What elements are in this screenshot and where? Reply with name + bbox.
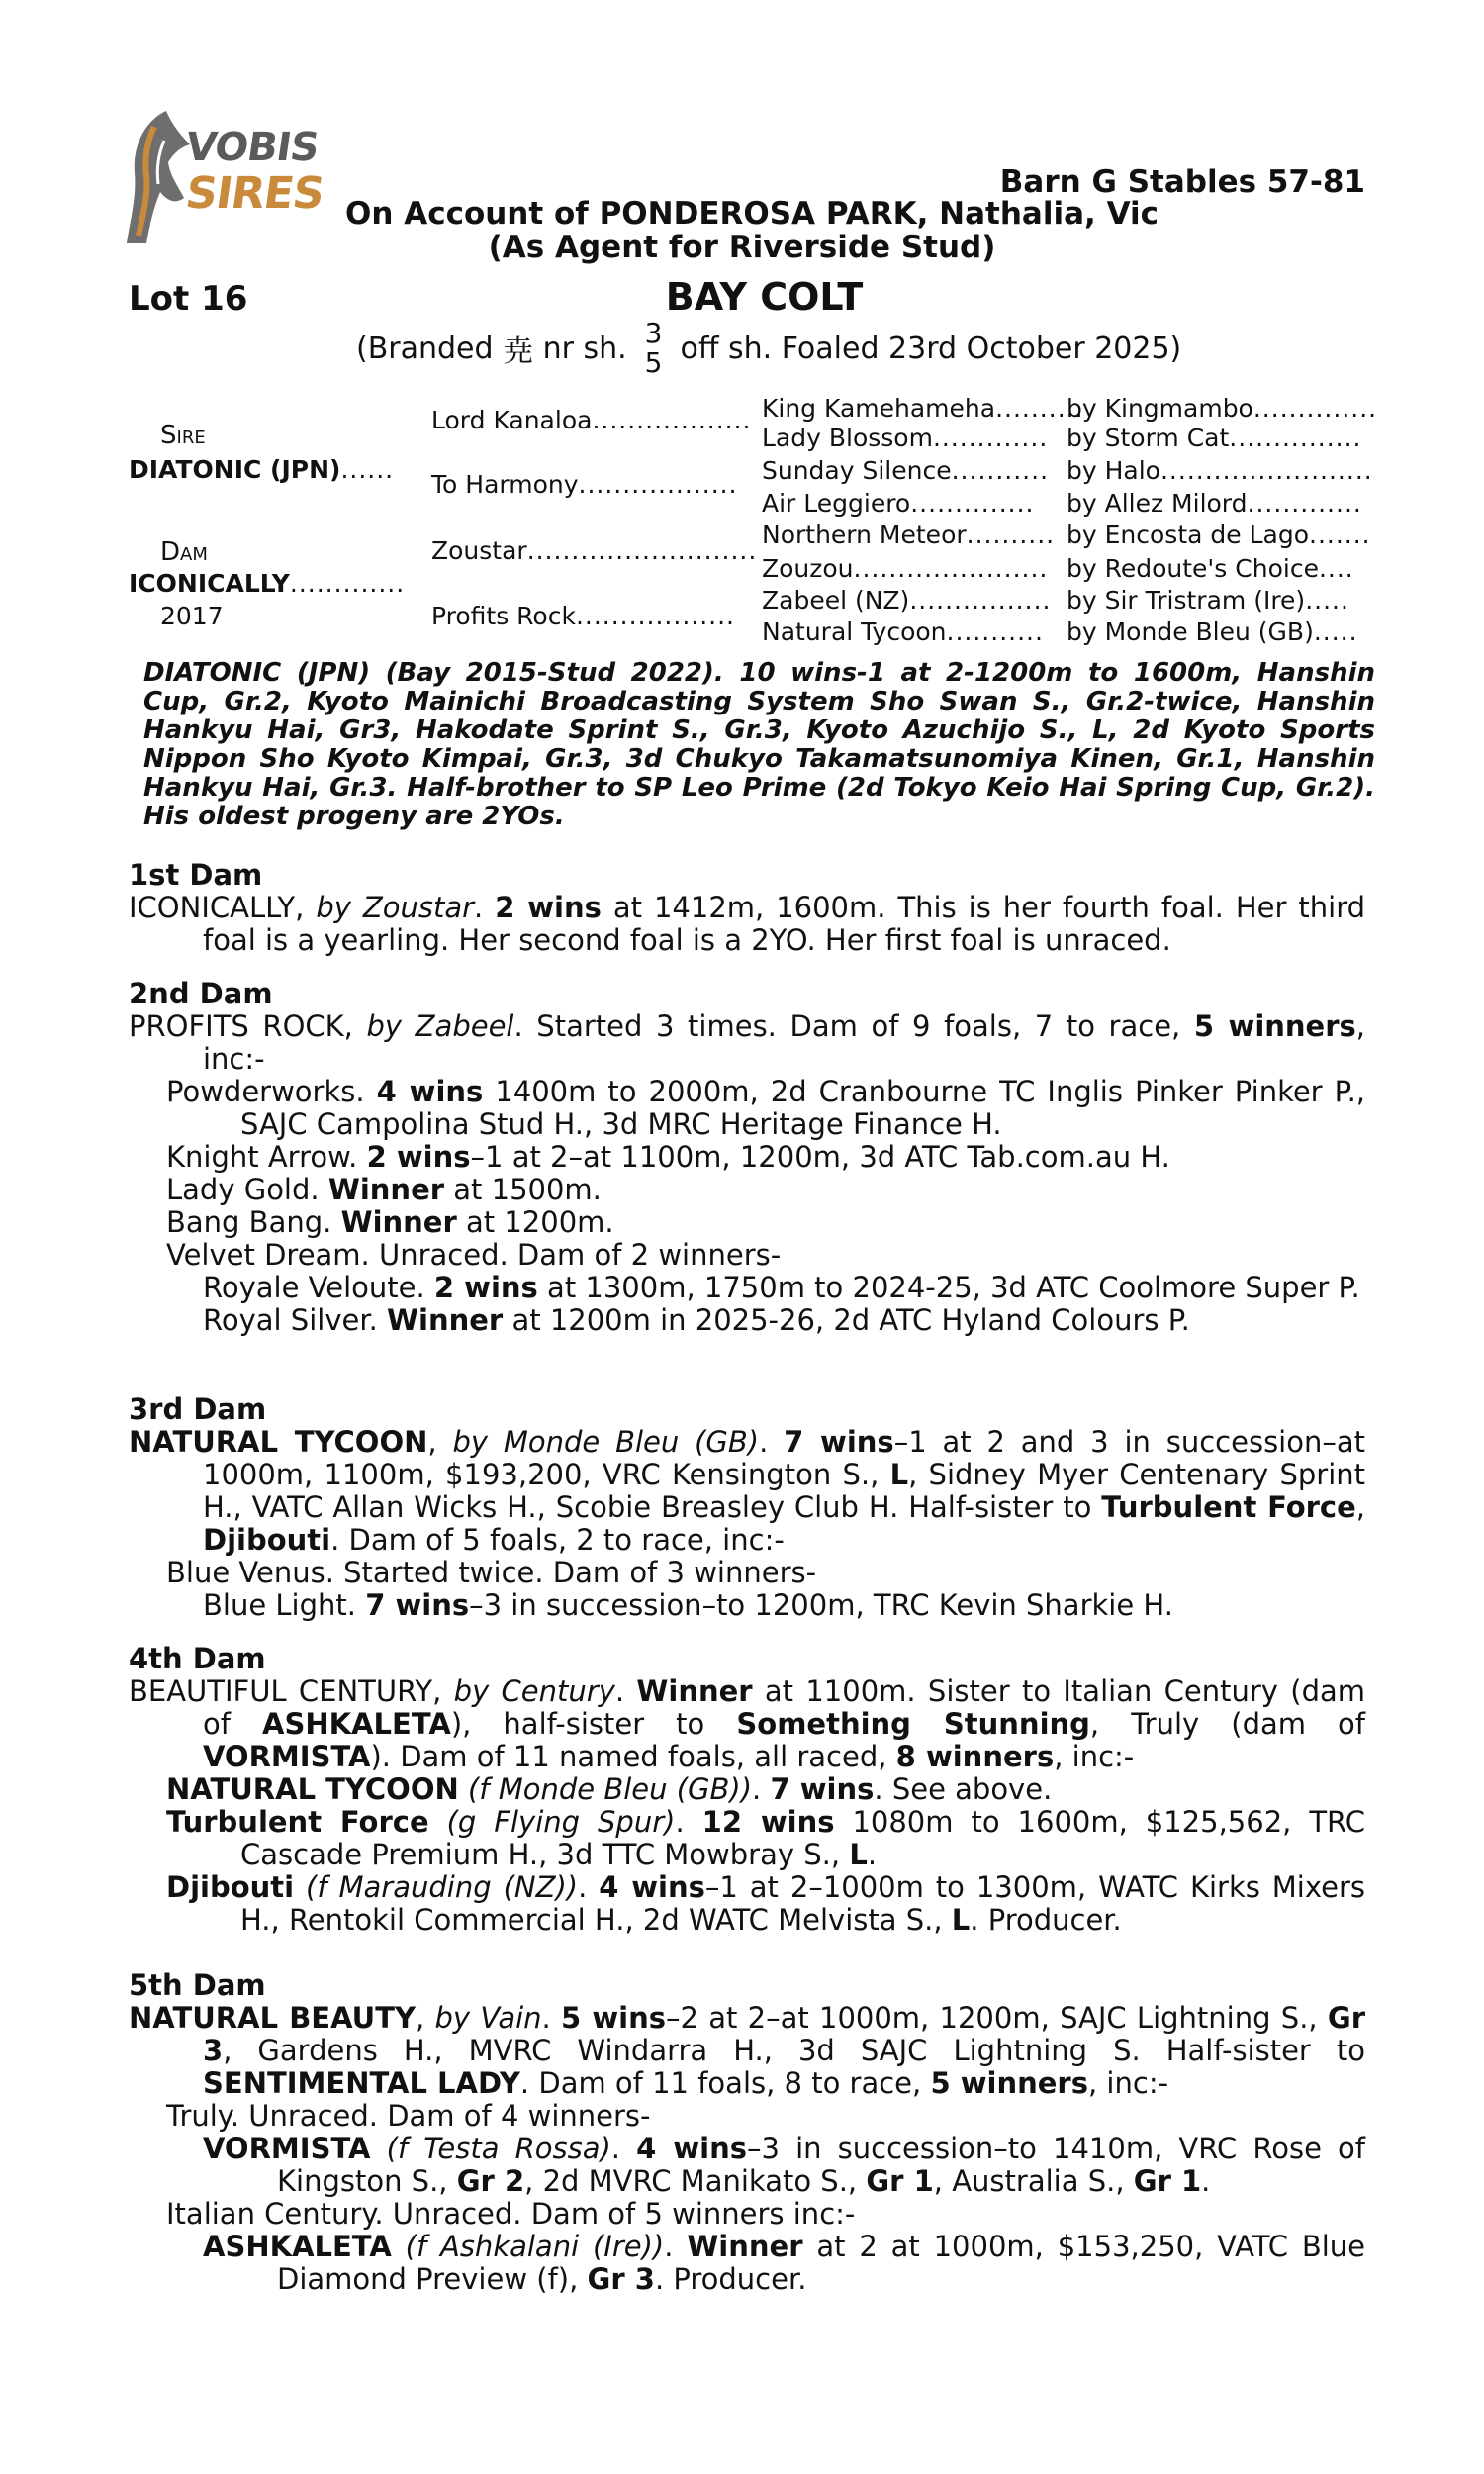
pedigree-g3-3: by Allez Milord............. xyxy=(1067,489,1362,518)
brand-description xyxy=(356,319,1181,378)
brand-number-bottom: 5 xyxy=(644,346,663,379)
progeny-velvet-dream: Velvet Dream. Unraced. Dam of 2 winners- xyxy=(166,1238,782,1272)
pedigree-g2-4: Northern Meteor.......... xyxy=(762,521,1056,549)
fifth-dam-text: NATURAL BEAUTY, by Vain. 5 wins–2 at 2–at 1000m, 1200m, SAJC Lightning S., Gr 3, Gardens H., MVRC Windarra H., 3d SAJC Lightning S. Half-sister to SENTIMENTAL LADY. Dam of 11 foals, 8 to race, 5 winners, inc:- xyxy=(129,2001,1366,2100)
pedigree-g3-1: by Storm Cat............... xyxy=(1067,424,1362,452)
dam-year: 2017 xyxy=(160,602,224,630)
brand-off-shoulder-foaled: off sh. Foaled 23rd October 2025) xyxy=(680,331,1182,366)
progeny-turbulent-force: Turbulent Force (g Flying Spur). 12 wins 1080m to 1600m, $125,562, TRC Cascade Premium H., 3d TTC Mowbray S., L. xyxy=(166,1805,1366,1871)
brand-mark: 尭 xyxy=(503,334,533,369)
pedigree-g2-0: King Kamehameha.......... xyxy=(762,394,1084,423)
pedigree-g2-6: Zabeel (NZ)................ xyxy=(762,586,1052,615)
fourth-dam-heading: 4th Dam xyxy=(129,1642,266,1675)
pedigree-g3-5: by Redoute's Choice.... xyxy=(1067,554,1354,583)
pedigree-g1-3: Profits Rock.................. xyxy=(431,602,735,630)
progeny-royal-silver: Royal Silver. Winner at 1200m in 2025-26, 2d ATC Hyland Colours P. xyxy=(203,1303,1190,1337)
progeny-royale-veloute: Royale Veloute. 2 wins at 1300m, 1750m to 2024-25, 3d ATC Coolmore Super P. xyxy=(203,1271,1360,1304)
dam-name-text: ICONICALLY xyxy=(129,569,290,598)
third-dam-heading: 3rd Dam xyxy=(129,1392,267,1426)
pedigree-g2-7: Natural Tycoon........... xyxy=(762,618,1044,646)
fifth-dam-heading: 5th Dam xyxy=(129,1968,266,2002)
fourth-dam-text: BEAUTIFUL CENTURY, by Century. Winner at 1100m. Sister to Italian Century (dam of ASHKALETA), half-sister to Something Stunning, Truly (dam of VORMISTA). Dam of 11 named foals, all raced, 8 winners, inc:- xyxy=(129,1674,1366,1773)
pedigree-g2-5: Zouzou...................... xyxy=(762,554,1049,583)
progeny-blue-light: Blue Light. 7 wins–3 in succession–to 1200m, TRC Kevin Sharkie H. xyxy=(203,1588,1173,1622)
sire-name-text: DIATONIC (JPN) xyxy=(129,455,341,484)
sire-name: DIATONIC (JPN)...... xyxy=(129,455,395,484)
vendor-account: On Account of PONDEROSA PARK, Nathalia, Vic xyxy=(344,196,1159,232)
progeny-ashkaleta: ASHKALETA (f Ashkalani (Ire)). Winner at 2 at 1000m, $153,250, VATC Blue Diamond Preview (f), Gr 3. Producer. xyxy=(203,2230,1365,2296)
progeny-blue-venus: Blue Venus. Started twice. Dam of 3 winners- xyxy=(166,1556,817,1589)
logo-bottom-text: SIRES xyxy=(182,168,327,219)
progeny-djibouti: Djibouti (f Marauding (NZ)). 4 wins–1 at 2–1000m to 1300m, WATC Kirks Mixers H., Rentokil Commercial H., 2d WATC Melvista S., L. Producer. xyxy=(166,1870,1366,1937)
progeny-vormista: VORMISTA (f Testa Rossa). 4 wins–3 in succession–to 1410m, VRC Rose of Kingston S., Gr 2, 2d MVRC Manikato S., Gr 1, Australia S., Gr 1. xyxy=(203,2132,1365,2198)
brand-prefix: (Branded xyxy=(356,331,494,366)
brand-number-top: 3 xyxy=(644,317,663,349)
first-dam-heading: 1st Dam xyxy=(129,858,263,892)
third-dam-text: NATURAL TYCOON, by Monde Bleu (GB). 7 wins–1 at 2 and 3 in succession–at 1000m, 1100m, $193,200, VRC Kensington S., L, Sidney Myer Centenary Sprint H., VATC Allan Wicks H., Scobie Breasley Club H. Half-sister to Turbulent Force, Djibouti. Dam of 5 foals, 2 to race, inc:- xyxy=(129,1425,1366,1557)
progeny-natural-tycoon: NATURAL TYCOON (f Monde Bleu (GB)). 7 wins. See above. xyxy=(166,1772,1053,1806)
progeny-italian-century: Italian Century. Unraced. Dam of 5 winners inc:- xyxy=(166,2197,856,2231)
pedigree-g1-2: Zoustar.......................... xyxy=(431,536,758,565)
progeny-bang-bang: Bang Bang. Winner at 1200m. xyxy=(166,1205,614,1239)
progeny-knight-arrow: Knight Arrow. 2 wins–1 at 2–at 1100m, 1200m, 3d ATC Tab.com.au H. xyxy=(166,1140,1170,1174)
third-dam-section xyxy=(129,1393,1365,1622)
sire-label: Sire xyxy=(160,421,206,450)
pedigree-g1-1: To Harmony.................. xyxy=(431,470,738,499)
progeny-truly: Truly. Unraced. Dam of 4 winners- xyxy=(166,2099,651,2133)
brand-number xyxy=(645,319,663,378)
pedigree-g2-1: Lady Blossom............. xyxy=(762,424,1049,452)
pedigree-g3-7: by Monde Bleu (GB)..... xyxy=(1067,618,1358,646)
progeny-lady-gold: Lady Gold. Winner at 1500m. xyxy=(166,1173,602,1206)
second-dam-text: PROFITS ROCK, by Zabeel. Started 3 times. Dam of 9 foals, 7 to race, 5 winners, inc:- xyxy=(129,1009,1366,1076)
fifth-dam-section xyxy=(129,1969,1365,2296)
lot-title: BAY COLT xyxy=(665,275,864,319)
pedigree-g3-4: by Encosta de Lago....... xyxy=(1067,521,1371,549)
vendor-agent: (As Agent for Riverside Stud) xyxy=(488,230,996,265)
brand-near-shoulder: nr sh. xyxy=(542,331,627,366)
second-dam-heading: 2nd Dam xyxy=(129,977,273,1010)
pedigree-g1-0: Lord Kanaloa.................. xyxy=(431,406,752,434)
dam-label: Dam xyxy=(160,537,208,567)
progeny-powderworks: Powderworks. 4 wins 1400m to 2000m, 2d Cranbourne TC Inglis Pinker Pinker P., SAJC Campolina Stud H., 3d MRC Heritage Finance H. xyxy=(166,1075,1366,1141)
barn-location: Barn G Stables 57-81 xyxy=(999,164,1365,200)
second-dam-section xyxy=(129,978,1365,1337)
first-dam-text: ICONICALLY, by Zoustar. 2 wins at 1412m, 1600m. This is her fourth foal. Her third foal is a yearling. Her second foal is a 2YO. Her first foal is unraced. xyxy=(129,891,1366,957)
pedigree-g2-2: Sunday Silence........... xyxy=(762,456,1050,485)
pedigree-g3-2: by Halo........................ xyxy=(1067,456,1373,485)
logo-top-text: VOBIS xyxy=(182,125,322,170)
first-dam-section xyxy=(129,859,1365,957)
pedigree-g3-6: by Sir Tristram (Ire)..... xyxy=(1067,586,1349,615)
dam-name: ICONICALLY............. xyxy=(129,569,406,598)
fourth-dam-section xyxy=(129,1643,1365,1937)
sire-summary: DIATONIC (JPN) (Bay 2015-Stud 2022). 10 wins-1 at 2-1200m to 1600m, Hanshin Cup, Gr.2, Kyoto Mainichi Broadcasting System Sho Swan S., Gr.2-twice, Hanshin Hankyu Hai, Gr3, Hakodate Sprint S., Gr.3, Kyoto Azuchijo S., L, 2d Kyoto Sports Nippon Sho Kyoto Kimpai, Gr.3, 3d Chukyo Takamatsunomiya Kinen, Gr.1, Hanshin Hankyu Hai, Gr.3. Half-brother to SP Leo Prime (2d Tokyo Keio Hai Spring Cup, Gr.2). His oldest progeny are 2YOs. xyxy=(143,658,1375,831)
pedigree-g2-3: Air Leggiero.............. xyxy=(762,489,1035,518)
lot-number: Lot 16 xyxy=(129,279,248,319)
pedigree-g3-0: by Kingmambo.............. xyxy=(1067,394,1378,423)
